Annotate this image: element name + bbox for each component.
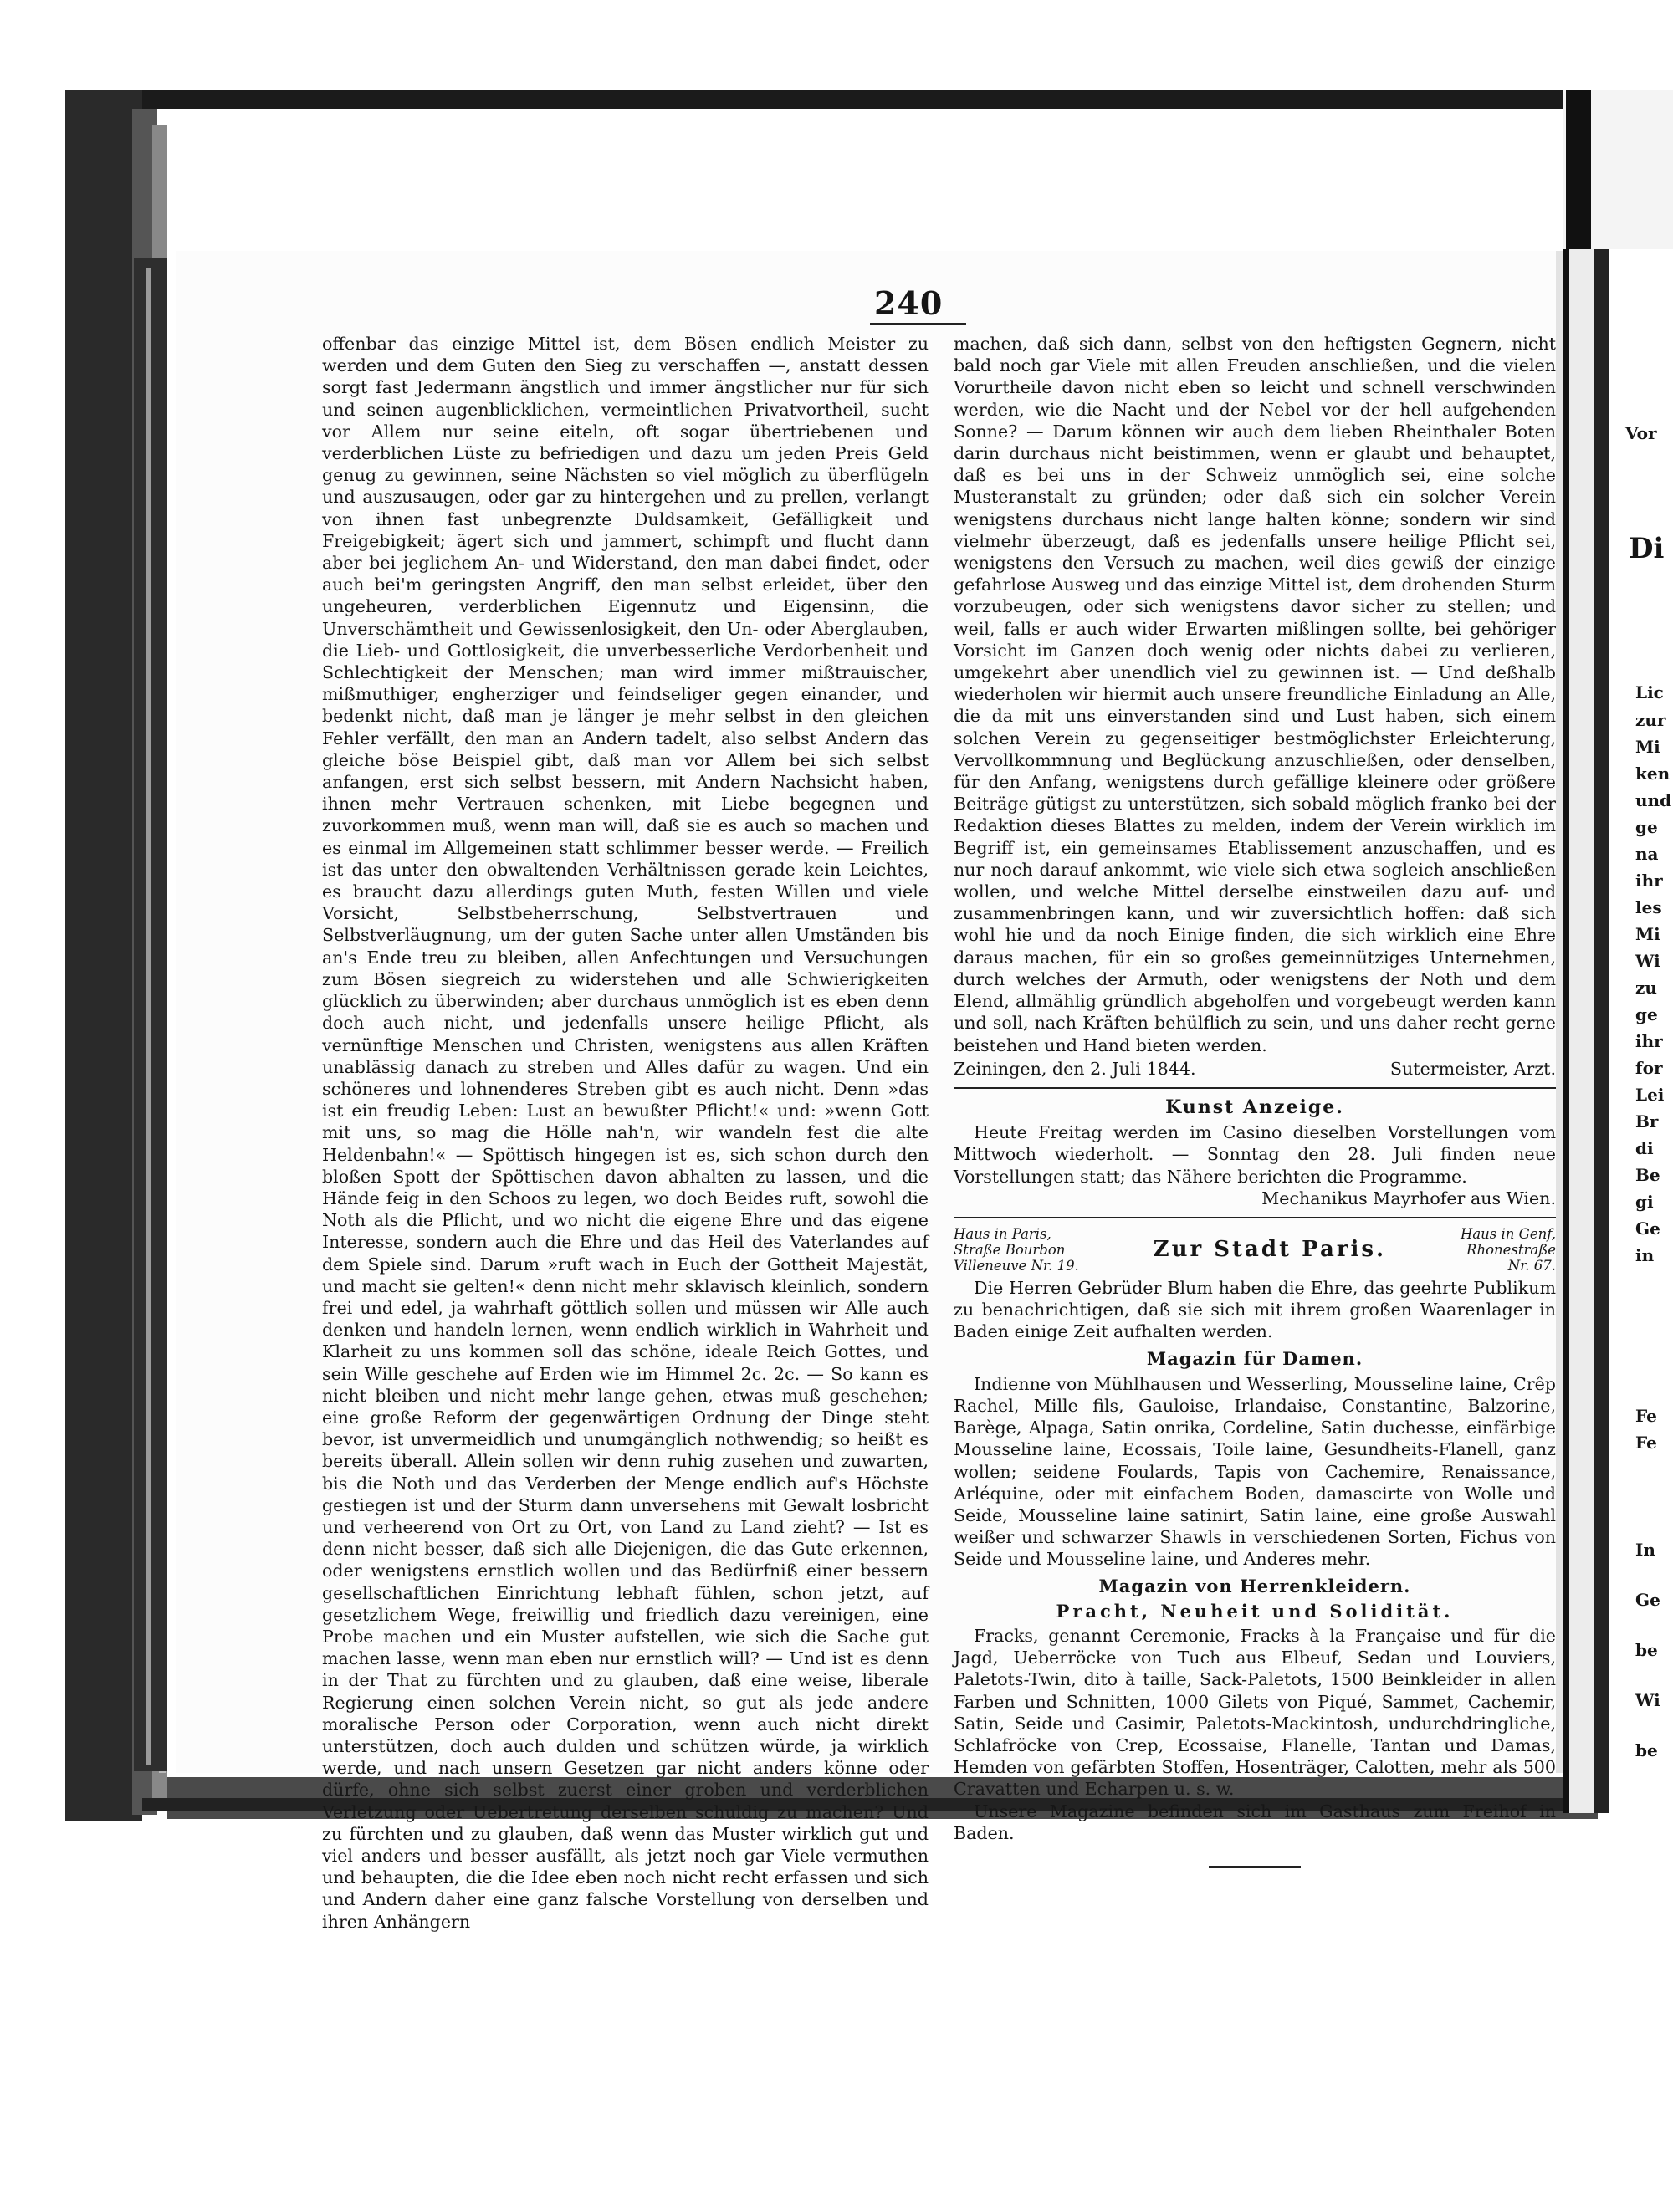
neighbor-fragment: Ge xyxy=(1635,1590,1660,1610)
address-line: Rhonestraße xyxy=(1466,1241,1556,1258)
neighbor-fragment: Vor xyxy=(1625,423,1657,443)
neighbor-fragment: les xyxy=(1635,897,1662,917)
neighbor-fragment: Be xyxy=(1635,1165,1660,1185)
section-divider xyxy=(954,1087,1556,1089)
neighbor-fragment: Fe xyxy=(1635,1406,1657,1426)
neighbor-fragment: in xyxy=(1635,1245,1655,1265)
address-line: Haus in Paris, xyxy=(954,1225,1051,1242)
signature-place-date: Zeiningen, den 2. Juli 1844. xyxy=(954,1058,1196,1079)
neighbor-fragment: gi xyxy=(1635,1192,1654,1212)
section-divider xyxy=(954,1217,1556,1218)
neighbor-fragment: Fe xyxy=(1635,1433,1657,1453)
neighbor-fragment: be xyxy=(1635,1640,1658,1660)
address-line: Straße Bourbon xyxy=(954,1241,1066,1258)
neighbor-fragment: ge xyxy=(1635,817,1658,837)
neighbor-fragment: Di xyxy=(1629,532,1665,565)
neighbor-fragment: ge xyxy=(1635,1004,1658,1024)
neighbor-fragment: ihr xyxy=(1635,1031,1663,1051)
neighbor-fragment: ken xyxy=(1635,764,1670,784)
herren-magazine-title: Magazin von Herrenkleidern. xyxy=(1098,1575,1411,1596)
address-line: Nr. 67. xyxy=(1507,1257,1556,1274)
damen-magazine-text: Indienne von Mühlhausen und Wesserling, Mousseline laine, Crêp Rachel, Mille fils, Gauloise, Irlandaise, Constantine, Balzorine, Barège, Alpaga, Satin onrika, Cordeline, Satin duchesse, einfärbige Mousseline laine, Ecossais, Toile laine, Gesundheits-Flanell, ganz wollen; seidene Foulards, Tapis von Cachemire, Renaissance, Arléquine, oder mit einfachem Boden, damascirte von Wolle und Seide, Mousseline laine satinirt, Satin laine, eine große Auswahl weißer und schwarzer Shawls in verschiedenen Sorten, Fichus von Seide und Mousseline laine, und Anderes mehr. xyxy=(954,1373,1556,1570)
neighbor-fragment: zur xyxy=(1635,710,1666,730)
paris-ad-intro: Die Herren Gebrüder Blum haben die Ehre, das geehrte Publikum zu benachrichtigen, daß sie sich mit ihrem großen Waarenlager in Baden einige Zeit aufhalten werden. xyxy=(954,1277,1556,1342)
neighbor-fragment: Wi xyxy=(1635,951,1660,971)
paris-ad-header xyxy=(954,1226,1556,1274)
left-column-text: offenbar das einzige Mittel ist, dem Bösen endlich Meister zu werden und dem Guten den Sieg zu verschaffen —, anstatt dessen sorgt fast Jedermann ängstlich und immer ängstlicher nur für sich und seinen augenblicklichen, vermeintlichen Privatvortheil, sucht vor Allem nur seine eiteln, oft sogar übertriebenen und verderblichen Lüste zu befriedigen und dazu um jeden Preis Geld genug zu gewinnen, seine Nächsten so viel möglich zu überflügeln und auszusaugen, oder gar zu hintergehen und zu prellen, verlangt von ihnen fast unbegrenzte Duldsamkeit, Gefälligkeit und Freigebigkeit; ägert sich und jammert, schimpft und flucht dann aber bei jeglichem An- und Widerstand, den man dabei findet, oder auch bei'm geringsten Angriff, den man selbst erleidet, über den ungeheuren, verderblichen Eigennutz und Eigensinn, die Unverschämtheit und Gewissenlosigkeit, den Un- oder Aberglauben, die Lieb- und Gottlosigkeit, die unverbesserliche Verdorbenheit und Schlechtigkeit der Menschen; man wird immer mißtrauischer, mißmuthiger, engherziger und feindseliger gegen einander, und bedenkt nicht, daß man je länger je mehr selbst in den gleichen Fehler verfällt, den man an Andern tadelt, also selbst Andern das gleiche böse Beispiel gibt, daß man vor Allem bei sich selbst anfangen, erst sich selbst bessern, mit Andern Nachsicht haben, ihnen mehr Vertrauen schenken, mit Liebe begegnen und zuvorkommen muß, wenn man will, daß sie es auch so machen und es einmal im Allgemeinen statt schlimmer besser werde. — Freilich ist das unter den obwaltenden Verhältnissen gerade kein Leichtes, es braucht dazu allerdings guten Muth, festen Willen und viele Vorsicht, Selbstbeherrschung, Selbstvertrauen und Selbstverläugnung, um der guten Sache unter allen Umständen bis an's Ende treu zu bleiben, allen Anfechtungen und Versuchungen zum Bösen siegreich zu widerstehen und alle Schwierigkeiten glücklich zu überwinden; aber durchaus unmöglich ist es eben denn doch auch nicht, und jedenfalls unsere heilige Pflicht, als vernünftige Menschen und Christen, wenigstens aus allen Kräften unablässig danach zu streben und Alles dafür zu wagen. Und ein schöneres und lohnenderes Streben gibt es auch nicht. Denn »das ist ein freudig Leben: Lust an bewußter Pflicht!« und: »wenn Gott mit uns, so mag die Hölle nah'n, wir wandeln fest die alte Heldenbahn!« — Spöttisch hingegen ist es, sich schon durch den bloßen Spott der Spöttischen davon abhalten zu lassen, und die Hände feig in den Schoos zu legen, wo doch Beides ruft, sowohl die Noth als die Pflicht, und wo nicht die eigene Ehre und das eigene Interesse, sondern auch die Ehre und das Heil des Vaterlandes auf dem Spiele sind. Darum »ruft wach in Euch der Gottheit Majestät, und macht sie gelten!« denn nicht mehr sklavisch kleinlich, sondern frei und edel, ja wahrhaft göttlich sollen und müssen wir Alle auch denken und handeln lernen, wenn endlich wirklich in Wahrheit und Klarheit zu uns kommen soll das schöne, ideale Reich Gottes, und sein Wille geschehe auf Erden wie im Himmel 2c. 2c. — So kann es nicht bleiben und nicht mehr lange gehen, etwas muß geschehen; eine große Reform der gegenwärtigen Ordnung der Dinge steht bevor, ist unvermeidlich und unumgänglich nothwendig; so heißt es bereits überall. Allein sollen wir denn ruhig zusehen und zuwarten, bis die Noth und das Verderben der Menge endlich auf's Höchste gestiegen ist und der Sturm dann unversehens mit Gewalt losbricht und verheerend von Ort zu Ort, von Land zu Land zieht? — Ist es denn nicht besser, daß sich alle Diejenigen, die das Gute erkennen, oder wenigstens ernstlich wollen und das Bedürfniß einer bessern gesellschaftlichen Einrichtung lebhaft fühlen, schon jetzt, auf gesetzlichem Wege, freiwillig und friedlich dazu vereinigen, eine Probe machen und ein Muster aufstellen, wie sich die Sache gut machen lasse, wenn man eben nur ernstlich will? — Und ist es denn in der That zu fürchten und zu glauben, daß eine weise, liberale Regierung einen solchen Verein nicht, so gut als jede andere moralische Person oder Corporation, wenn auch nicht direkt unterstützen, doch auch dulden und schützen würde, ja wirklich werde, und nach unsern Gesetzen gar nicht anders könne oder dürfe, ohne sich selbst zuerst einer groben und verderblichen Verletzung oder Uebertretung derselben schuldig zu machen? Und zu fürchten und zu glauben, daß wenn das Muster wirklich gut und viel anders und besser ausfällt, als jetzt noch gar Viele vermuthen und behaupten, die die Idee eben noch nicht recht erfassen und sich und Andern daher eine ganz falsche Vorstellung von derselben und ihren Anhängern xyxy=(322,334,929,1932)
left-column xyxy=(322,333,929,1933)
neighbor-fragment: ihr xyxy=(1635,871,1663,891)
neighbor-fragment: di xyxy=(1635,1138,1654,1158)
neighbor-fragment: Br xyxy=(1635,1111,1659,1132)
neighbor-fragment: Wi xyxy=(1635,1690,1660,1710)
neighbor-fragment: be xyxy=(1635,1740,1658,1760)
kunst-anzeige-title: Kunst Anzeige. xyxy=(1165,1096,1344,1118)
article-continuation: machen, daß sich dann, selbst von den heftigsten Gegnern, nicht bald noch gar Viele mit allen Freuden anschließen, und die vielen Vorurtheile davon nicht eben so leicht und schnell verschwinden werden, wie die Nacht und der Nebel vor der hell aufgehenden Sonne? — Darum können wir auch dem lieben Rheinthaler Boten darin durchaus nicht beistimmen, wenn er glaubt und behauptet, daß es bei uns in der Schweiz unmöglich sei, eine solche Musteranstalt zu gründen; oder daß sich ein solcher Verein wenigstens durchaus nicht lange halten könne; sondern wir sind vielmehr überzeugt, daß es jedenfalls unsere heilige Pflicht sei, wenigstens den Versuch zu machen, weil dies gewiß der einzige gefahrlose Ausweg und das einzige Mittel ist, dem drohenden Sturm vorzubeugen, oder sich wenigstens davor sicher zu stellen; und weil, falls er auch wider Erwarten mißlingen sollte, bei gehöriger Vorsicht im Ganzen doch wenig oder nichts dabei zu verlieren, umgekehrt aber unendlich viel zu gewinnen ist. — Und deßhalb wiederholen wir hiermit auch unsere freundliche Einladung an Alle, die da mit uns einverstanden sind und Lust haben, sich einem solchen Verein zu gegenseitiger bestmöglichster Erleichterung, Vervollkommnung und Beglückung anzuschließen, oder denselben, für den Anfang, wenigstens durch gefällige kleinere oder größere Beiträge gütigst zu unterstützen, sich sobald möglich franko bei der Redaktion dieses Blattes zu melden, indem der Verein wirklich im Begriff ist, ein gemeinsames Etablissement anzuschaffen, und es nur noch darauf ankommt, wie viele sich etwa sogleich anschließen wollen, und welche Mittel derselbe einstweilen dazu auf- und zusammenbringen kann, und wir zuversichtlich hoffen: daß sich wohl hie und da noch Einige finden, die sich wirklich eine Ehre daraus machen, für ein so großes gemeinnütziges Unternehmen, durch welches der Armuth, oder wenigstens der Noth und dem Elend, allmählig gründlich abgeholfen und vorgebeugt werden kann und soll, nach Kräften behülflich zu sein, und uns daher recht gerne beistehen und Hand bieten werden. xyxy=(954,334,1556,1055)
neighbor-fragment: for xyxy=(1635,1058,1663,1078)
page-number: 240 xyxy=(874,284,944,322)
paris-address-left xyxy=(954,1226,1079,1274)
neighbor-fragment: na xyxy=(1635,844,1659,864)
neighbor-fragment: Lic xyxy=(1635,682,1664,702)
right-column xyxy=(954,333,1556,1868)
herren-magazine-text: Fracks, genannt Ceremonie, Fracks à la Française und für die Jagd, Ueberröcke von Tuch aus Elbeuf, Sedan und Louviers, Paletots-Twin, dito à taille, Sack-Paletots, 1500 Beinkleider in allen Farben und Schnitten, 1000 Gilets von Piqué, Sammet, Cachemir, Satin, Seide und Casimir, Paletots-Mackintosh, undurchdringliche, Schlafröcke von Crep, Ecossaise, Flanelle, Tantan und Damas, Hemden von gefärbten Stoffen, Hosenträger, Calotten, mehr als 500 Cravatten und Echarpen u. s. w. xyxy=(954,1625,1556,1800)
neighbor-fragment: zu xyxy=(1635,978,1657,998)
closing-rule xyxy=(1209,1866,1301,1868)
neighbor-fragment: Mi xyxy=(1635,737,1660,757)
paris-address-right xyxy=(1461,1226,1556,1274)
herren-magazine-closing: Unsere Magazine befinden sich im Gasthaus zum Freihof in Baden. xyxy=(954,1801,1556,1843)
paris-ad-title: Zur Stadt Paris. xyxy=(1153,1237,1387,1263)
address-line: Villeneuve Nr. 19. xyxy=(954,1257,1079,1274)
address-line: Haus in Genf, xyxy=(1460,1225,1556,1242)
kunst-anzeige-signature: Mechanikus Mayrhofer aus Wien. xyxy=(1261,1188,1556,1208)
neighbor-fragment: Lei xyxy=(1635,1085,1665,1105)
signature-author: Sutermeister, Arzt. xyxy=(1389,1058,1556,1079)
damen-magazine-title: Magazin für Damen. xyxy=(1146,1347,1363,1369)
neighbor-fragment: In xyxy=(1635,1540,1655,1560)
kunst-anzeige-text: Heute Freitag werden im Casino dieselben Vorstellungen vom Mittwoch wiederholt. — Sonntag den 28. Juli finden neue Vorstellungen statt; das Nähere berichten die Programme. xyxy=(954,1122,1556,1187)
page-number-rule xyxy=(870,323,966,325)
neighbor-page-edge xyxy=(1594,0,1673,2212)
neighbor-fragment: Mi xyxy=(1635,924,1660,944)
herren-magazine-tagline: Pracht, Neuheit und Solidität. xyxy=(1056,1600,1454,1622)
neighbor-fragment: und xyxy=(1635,790,1672,810)
neighbor-fragment: Ge xyxy=(1635,1218,1660,1239)
article-signature xyxy=(954,1058,1556,1080)
